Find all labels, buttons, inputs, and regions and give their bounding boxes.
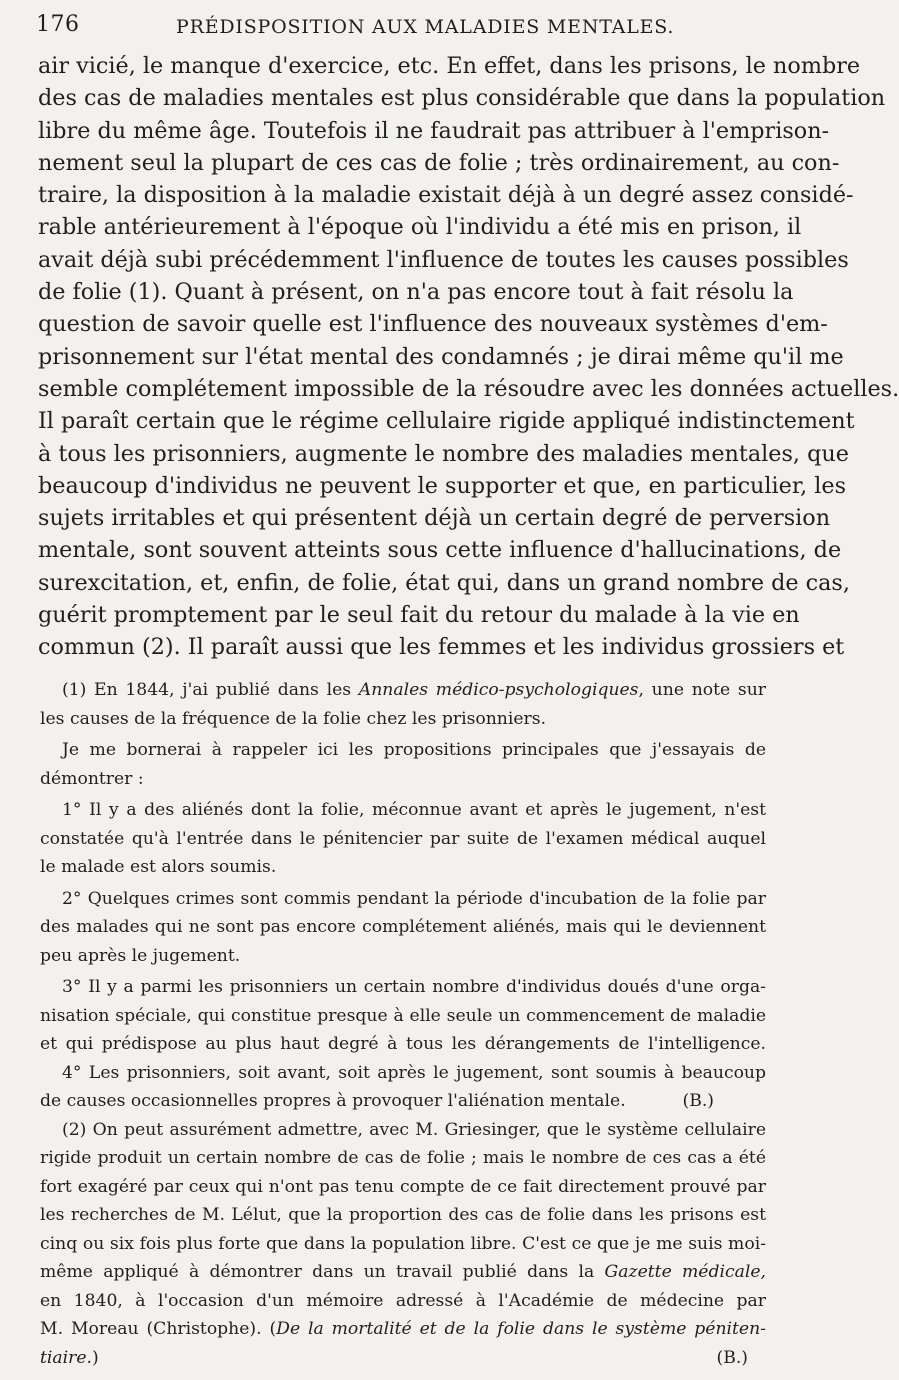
proposition-2-line: 2° Quelques crimes sont commis pendant la période d'incubation de la folie par (62, 888, 766, 909)
footnote-text-line: Je me bornerai à rappeler ici les propositions principales que j'essayais de (62, 740, 766, 760)
footnote-1-line: (1) En 1844, j'ai publié dans les Annales médico-psychologiques, une note sur (62, 680, 767, 700)
proposition-3-line: et qui prédispose au plus haut degré à tous les dérangements de l'intelligence. (40, 1034, 766, 1054)
page-number: 176 (36, 12, 80, 37)
main-text (38, 50, 899, 664)
body-text-line: Il paraît certain que le régime cellulaire rigide appliqué indistinctement (38, 408, 855, 435)
page-header (36, 8, 760, 42)
body-text-line: sujets irritables et qui présentent déjà un certain degré de perversion (38, 505, 831, 532)
proposition-3-line: nisation spéciale, qui constitue presque à elle seule un commencement de maladie (40, 1005, 766, 1026)
running-head: PRÉDISPOSITION AUX MALADIES MENTALES. (176, 16, 675, 38)
body-text-line: guérit promptement par le seul fait du retour du malade à la vie en (38, 602, 800, 629)
body-text-line: surexcitation, et, enfin, de folie, état qui, dans un grand nombre de cas, (38, 569, 850, 596)
footnote-2-line: (2) On peut assurément admettre, avec M. Griesinger, que le système cellulaire (62, 1119, 766, 1140)
footnote-2-line: même appliqué à démontrer dans un travail publié dans la Gazette médicale, (40, 1262, 766, 1282)
footnote-2-line: fort exagéré par ceux qui n'ont pas tenu compte de ce fait directement prouvé par (40, 1176, 766, 1197)
body-text-line: traire, la disposition à la maladie existait déjà à un degré assez considé- (38, 182, 854, 209)
footnotes (40, 676, 766, 1372)
body-text-line: des cas de maladies mentales est plus considérable que dans la population (38, 85, 886, 112)
body-text-line: semble complétement impossible de la résoudre avec les données actuelles. (38, 375, 899, 402)
footnote-2-line: M. Moreau (Christophe). (De la mortalité et de la folie dans le système péniten- (40, 1319, 766, 1339)
proposition-4-line: de causes occasionnelles propres à provoquer l'aliénation mentale. (B.) (40, 1087, 766, 1116)
proposition-2-line: peu après le jugement. (40, 945, 241, 966)
footnote-2-line: les recherches de M. Lélut, que la proportion des cas de folie dans les prisons est (40, 1205, 766, 1225)
body-text-line: nement seul la plupart de ces cas de folie ; très ordinairement, au con- (38, 149, 840, 176)
body-text-line: prisonnement sur l'état mental des condamnés ; je dirai même qu'il me (38, 343, 844, 370)
footnote-text-line: démontrer : (40, 768, 144, 789)
body-text-line: rable antérieurement à l'époque où l'individu a été mis en prison, il (38, 214, 802, 241)
body-text-line: question de savoir quelle est l'influence des nouveaux systèmes d'em- (38, 311, 828, 338)
body-text-line: beaucoup d'individus ne peuvent le supporter et que, en particulier, les (38, 472, 847, 499)
proposition-1-line: le malade est alors soumis. (40, 857, 277, 877)
proposition-4-line: 4° Les prisonniers, soit avant, soit après le jugement, sont soumis à beaucoup (62, 1062, 766, 1083)
body-text-line: de folie (1). Quant à présent, on n'a pas encore tout à fait résolu la (38, 279, 794, 306)
body-text-line: air vicié, le manque d'exercice, etc. En effet, dans les prisons, le nombre (38, 53, 861, 79)
body-text-line: mentale, sont souvent atteints sous cette influence d'hallucinations, de (38, 537, 842, 564)
footnote-2-line: tiaire.) (B.) (40, 1344, 766, 1373)
proposition-1-line: 1° Il y a des aliénés dont la folie, méconnue avant et après le jugement, n'est (62, 800, 766, 820)
footnote-2-line: cinq ou six fois plus forte que dans la population libre. C'est ce que je me suis moi- (40, 1233, 766, 1254)
footnote-2-line: en 1840, à l'occasion d'un mémoire adressé à l'Académie de médecine par (40, 1290, 766, 1311)
footnote-1-line: les causes de la fréquence de la folie chez les prisonniers. (40, 708, 547, 729)
proposition-1-line: constatée qu'à l'entrée dans le pénitencier par suite de l'examen médical auquel (40, 828, 766, 849)
proposition-3-line: 3° Il y a parmi les prisonniers un certain nombre d'individus doués d'une orga- (62, 977, 766, 997)
body-text-line: avait déjà subi précédemment l'influence de toutes les causes possibles (38, 246, 849, 273)
attribution-ref: (B.) (716, 1347, 748, 1368)
footnote-2-line: rigide produit un certain nombre de cas de folie ; mais le nombre de ces cas a été (40, 1148, 766, 1168)
body-text-line: à tous les prisonniers, augmente le nombre des maladies mentales, que (38, 440, 849, 467)
body-text-line: commun (2). Il paraît aussi que les femmes et les individus grossiers et (38, 634, 845, 661)
body-text-line: libre du même âge. Toutefois il ne faudrait pas attribuer à l'emprison- (38, 117, 830, 144)
proposition-2-line: des malades qui ne sont pas encore complétement aliénés, mais qui le deviennent (40, 917, 766, 937)
attribution-ref: (B.) (682, 1091, 714, 1111)
